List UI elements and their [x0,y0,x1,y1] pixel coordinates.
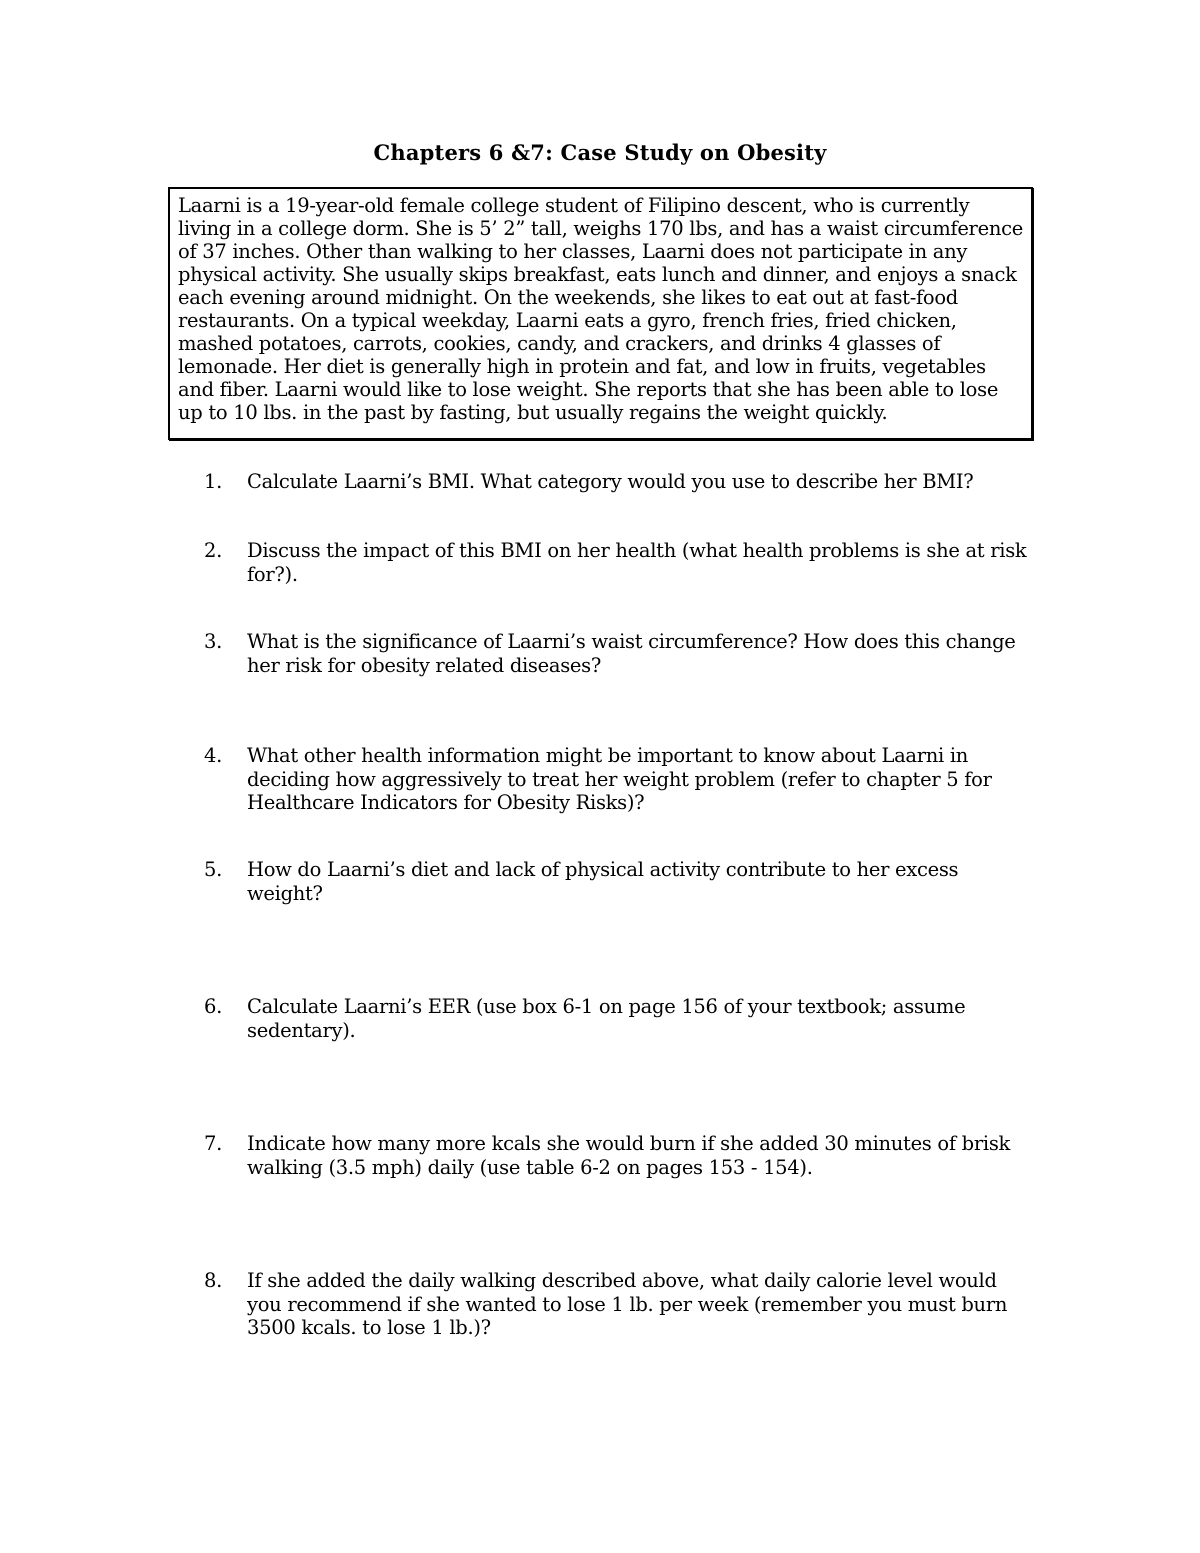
question-item [204,470,1034,494]
question-item [204,1132,1034,1179]
page-title: Chapters 6 &7: Case Study on Obesity [373,140,827,165]
question-text: Indicate how many more kcals she would burn if she added 30 minutes of brisk walking (3.5 mph) daily (use table 6-2 on pages 153 - 154). [247,1132,1011,1179]
question-item [204,744,1034,815]
question-number: 7. [204,1132,223,1155]
question-text: Calculate Laarni’s BMI. What category would you use to describe her BMI? [247,470,974,493]
question-text: If she added the daily walking described above, what daily calorie level would you recommend if she wanted to lose 1 lb. per week (remember you must burn 3500 kcals. to lose 1 lb.)? [247,1269,1008,1339]
question-item [204,539,1034,586]
question-text: How do Laarni’s diet and lack of physical activity contribute to her excess weight? [247,858,959,905]
question-number: 1. [204,470,223,493]
question-number: 6. [204,995,223,1018]
question-number: 5. [204,858,223,881]
question-number: 4. [204,744,223,767]
case-description-box [168,187,1033,440]
question-item [204,858,1034,905]
question-item [204,630,1034,677]
question-item [204,1269,1034,1340]
question-text: Discuss the impact of this BMI on her health (what health problems is she at risk for?). [247,539,1027,586]
question-number: 2. [204,539,223,562]
question-number: 8. [204,1269,223,1292]
question-text: What other health information might be important to know about Laarni in deciding how aggressively to treat her weight problem (refer to chapter 5 for Healthcare Indicators for Obesity Risks)? [247,744,992,814]
question-item [204,995,1034,1042]
question-number: 3. [204,630,223,653]
question-text: What is the significance of Laarni’s waist circumference? How does this change her risk for obesity related diseases? [247,630,1016,677]
question-text: Calculate Laarni’s EER (use box 6-1 on page 156 of your textbook; assume sedentary). [247,995,966,1042]
case-description-text: Laarni is a 19-year-old female college student of Filipino descent, who is currently living in a college dorm. She is 5’ 2” tall, weighs 170 lbs, and has a waist circumference of 37 inches. Other than walking to her classes, Laarni does not participate in any physical activity. She usually skips breakfast, eats lunch and dinner, and enjoys a snack each evening around midnight. On the weekends, she likes to eat out at fast-food restaurants. On a typical weekday, Laarni eats a gyro, french fries, fried chicken, mashed potatoes, carrots, cookies, candy, and crackers, and drinks 4 glasses of lemonade. Her diet is generally high in protein and fat, and low in fruits, vegetables and fiber. Laarni would like to lose weight. She reports that she has been able to lose up to 10 lbs. in the past by fasting, but usually regains the weight quickly. [178,194,1023,424]
